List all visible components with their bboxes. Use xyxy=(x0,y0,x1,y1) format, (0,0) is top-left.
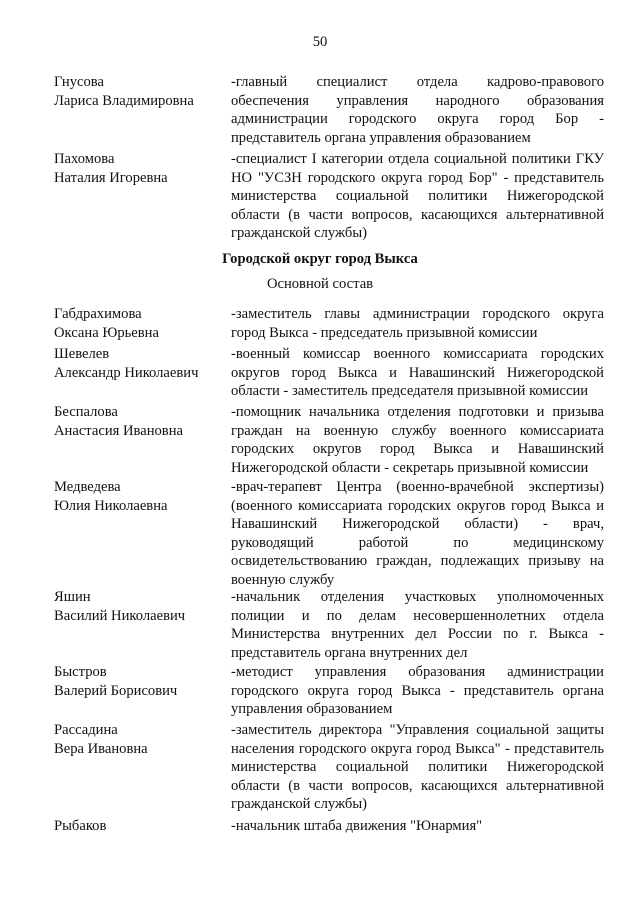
member-name xyxy=(54,817,229,836)
member-role: -заместитель главы администрации городского округа город Выкса - председатель призывной комиссии xyxy=(231,306,604,341)
member-first-names: Александр Николаевич xyxy=(54,364,199,381)
member-first-names: Лариса Владимировна xyxy=(54,92,194,109)
section-subtitle: Основной состав xyxy=(266,276,374,292)
member-first-names: Оксана Юрьевна xyxy=(54,324,159,341)
member-last-name: Габдрахимова xyxy=(54,306,142,322)
member-first-names: Юлия Николаевна xyxy=(54,497,168,514)
member-last-name: Рыбаков xyxy=(54,818,107,834)
member-role: -методист управления образования администрации городского округа город Выкса - представитель органа управления образованием xyxy=(231,664,604,718)
member-last-name: Беспалова xyxy=(54,404,118,420)
member-last-name: Гнусова xyxy=(54,74,104,90)
member-first-names: Василий Николаевич xyxy=(54,607,186,624)
member-name xyxy=(54,478,229,515)
member-last-name: Шевелев xyxy=(54,346,110,362)
member-role: -помощник начальника отделения подготовки и призыва граждан на военную службу военного комиссариата городских округов город Выкса и Навашинский Нижегородской области - секретарь призывной комиссии xyxy=(231,404,604,476)
page-number: 50 xyxy=(312,34,328,50)
member-role: -специалист I категории отдела социальной политики ГКУ НО "УСЗН городского округа город Бор" - представитель министерства социальной политики Нижегородской области (в части вопросов, касающихся альтернативной гражданской службы) xyxy=(231,151,604,242)
member-last-name: Пахомова xyxy=(54,151,115,167)
member-last-name: Рассадина xyxy=(54,722,118,738)
member-name xyxy=(54,150,229,187)
section-title: Городской округ город Выкса xyxy=(222,251,418,267)
member-name xyxy=(54,663,229,700)
member-last-name: Медведева xyxy=(54,479,121,495)
member-name xyxy=(54,345,229,382)
member-first-names: Наталия Игоревна xyxy=(54,169,168,186)
member-role: -военный комиссар военного комиссариата городских округов город Выкса и Навашинский Нижегородской области - заместитель председателя призывной комиссии xyxy=(231,346,604,400)
member-role: -главный специалист отдела кадрово-правового обеспечения управления народного образования администрации городского округа город Бор - представитель органа управления образованием xyxy=(231,74,604,146)
member-name xyxy=(54,721,229,758)
member-name xyxy=(54,403,229,440)
member-name xyxy=(54,305,229,342)
member-first-names: Анастасия Ивановна xyxy=(54,422,183,439)
member-last-name: Яшин xyxy=(54,589,91,605)
member-role: -врач-терапевт Центра (военно-врачебной экспертизы) (военного комиссариата городских округов город Выкса и Навашинский Нижегородской области) - врач, руководящий работой по медицинскому освидетельствованию граждан, подлежащих призыву на военную службу xyxy=(231,479,604,588)
member-name xyxy=(54,73,229,110)
member-role: -начальник штаба движения "Юнармия" xyxy=(231,818,483,834)
member-last-name: Быстров xyxy=(54,664,107,680)
member-first-names: Вера Ивановна xyxy=(54,740,148,757)
member-role: -заместитель директора "Управления социальной защиты населения городского округа город Выкса" - представитель министерства социальной политики Нижегородской области (в части вопросов, касающихся альтернативной гражданской службы) xyxy=(231,722,604,813)
member-role: -начальник отделения участковых уполномоченных полиции и по делам несовершеннолетних отдела Министерства внутренних дел России по г. Выкса - представитель органа внутренних дел xyxy=(231,589,604,661)
member-name xyxy=(54,588,229,625)
member-first-names: Валерий Борисович xyxy=(54,682,178,699)
